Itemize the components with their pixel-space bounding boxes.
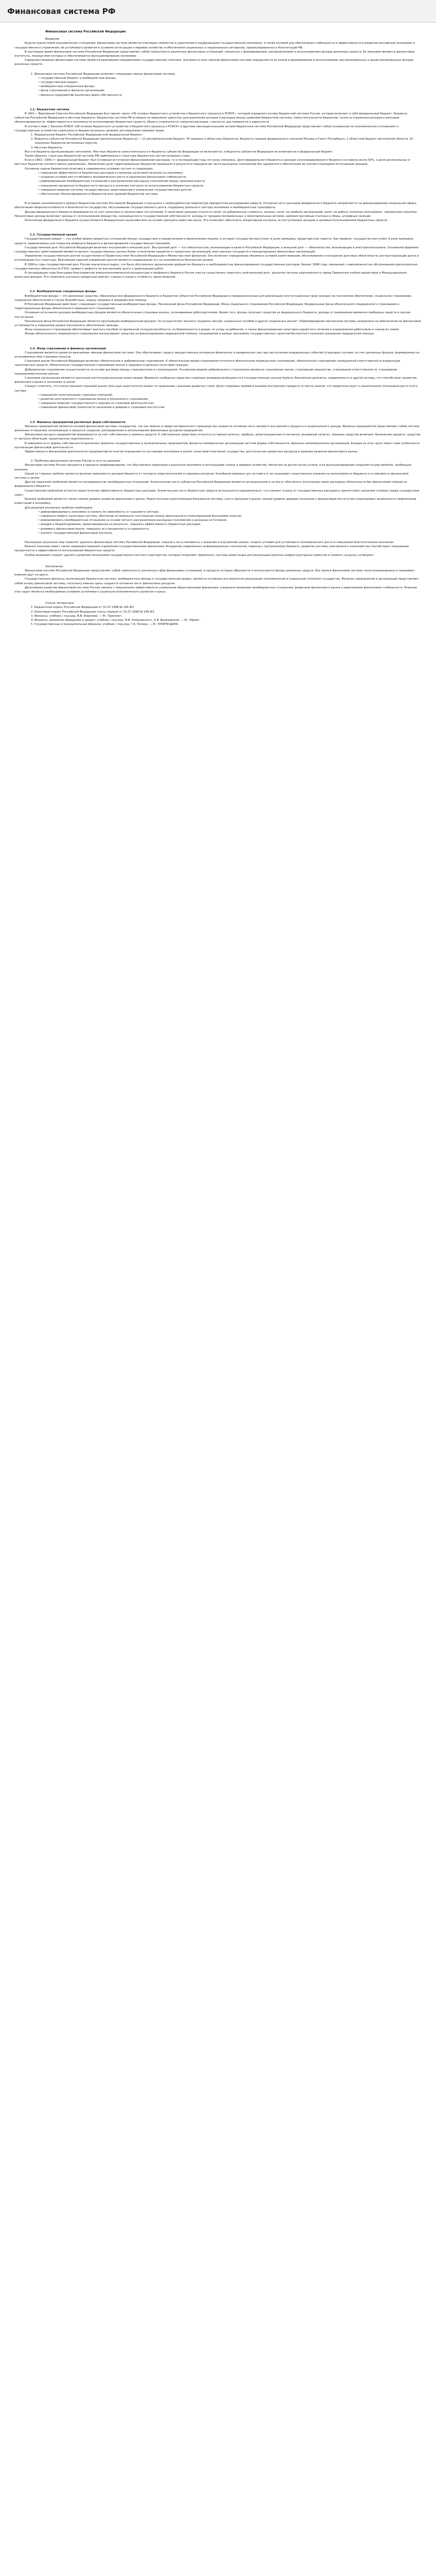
list-item: • развивать финансовый рынок, повышать его прозрачность и надежность; [38,527,150,531]
document-body [0,23,436,626]
paragraph: Важное значение имеет также совершенствование управления государственными финансами. Внедрение современных информационных технологий, переход к программному бюджету, развитие системы электронного казначейства способствуют повышению прозрачности и эффективности использования бюджетных средств. [14,545,409,553]
paragraph: Государственный долг Российской Федерации включает внутренний и внешний долг. Внутренний долг — это обязательства, возникающие в валюте Российской Федерации, а внешний долг — обязательства, возникающие в иностранной валюте. Основными формами государственных заимствований являются выпуск государственных ценных бумаг и получение кредитов от кредитных организаций, иностранных государств и международных финансовых организаций. [14,246,418,253]
section-title: Заключение [45,565,63,568]
list-item: • финансы предприятий различных форм собственности. [38,93,123,97]
paragraph: Финансовые ресурсы предприятий формируются за счет собственных и заемных средств. К собственным средствам относятся уставный капитал, прибыль, амортизационные отчисления, резервный капитал. Заемные средства включают банковские кредиты, средства от выпуска облигаций, кредиторскую задолженность. [14,433,421,441]
paragraph: Если в 1992—1995 гг. федеральный бюджет был основным источником финансирования расходов, то в последующие годы его роль снизилась. Доля федерального бюджета в доходах консолидированного бюджета составила около 50%, а доля региональных и местных бюджетов соответственно увеличилась. Увеличение доли территориальных бюджетов произошло в результате передачи им части расходных полномочий без адекватного обеспечения их соответствующими источниками доходов. [14,159,410,166]
paragraph: Дальнейшее развитие финансовой системы России связано с повышением эффективности управления общественными финансами, совершенствованием межбюджетных отношений, развитием финансового рынка и укреплением финансовой стабильности. Решение этих задач является необходимым условием устойчивого социально-экономического развития страны. [14,586,417,594]
paragraph: Финансы предприятий являются основой финансовой системы государства, так как именно в сфере материального производства создается основная часть валового внутреннего продукта и национального дохода. Финансы предприятий представляют собой систему денежных отношений, возникающих в процессе создания, распределения и использования финансовых ресурсов предприятия. [14,425,420,433]
spacer [14,336,422,342]
spacer [14,97,422,103]
list-item: • реформирование межбюджетных отношений и разграничение расходных полномочий между уровнями власти; [38,180,205,183]
paragraph: Финансовая система Российской Федерации представляет собой совокупность различных сфер финансовых отношений, в процессе которых образуются и используются фонды денежных средств. Все звенья финансовой системы тесно взаимосвязаны и оказывают влияние друг на друга. [14,569,415,577]
paragraph: В Российской Федерации действуют следующие государственные внебюджетные фонды: Пенсионный фонд Российской Федерации, Фонд социального страхования Российской Федерации, Федеральный фонд обязательного медицинского страхования и территориальные фонды обязательного медицинского страхования. [14,302,399,311]
paragraph: Другой серьезной проблемой является несовершенство межбюджетных отношений. Значительная часть субъектов Российской Федерации являются дотационными и не могут обеспечить исполнение своих расходных обязательств без финансовой помощи из федерального бюджета. [14,481,407,488]
paragraph: В 1990-е годы государственный долг России значительно вырос, что было обусловлено хроническим дефицитом бюджета и необходимостью финансирования государственных расходов. Кризис 1998 года, связанный с невозможностью обслуживания краткосрочных государственных обязательств (ГКО), привел к дефолту по внутреннему долгу и девальвации рубля. [14,263,418,270]
paragraph: Государственные финансы, включающие бюджетную систему, внебюджетные фонды и государственный кредит, являются основным инструментом реализации экономической и социальной политики государства. Финансы предприятий и организаций представляют собой основу финансовой системы, поскольку именно здесь создается основная часть финансовых ресурсов. [14,578,419,585]
list-item: 2. Налоговый кодекс Российской Федерации (часть первая) от 31.07.1998 № 146-ФЗ. [31,610,155,614]
list-item: • внебюджетные специальные фонды; [38,85,95,89]
page-title: Финансовая система РФ [7,6,116,16]
list-item: 1. Финансовая система Российской Федерации включает следующие звенья финансовой системы: [31,72,176,76]
paragraph: Одной из главных проблем является высокая зависимость доходов бюджета от экспорта энергоносителей и сырьевых ресурсов. Колебания мировых цен на нефть и газ оказывают существенное влияние на наполняемость бюджета и устойчивость финансовой системы в целом. [14,472,409,480]
list-item: • усилить государственный финансовый контроль. [38,531,113,535]
list-item: • фонд страхования и финансы организаций; [38,89,105,93]
paragraph: Исполнение федерального бюджета осуществляется Федеральным казначейством на основе принципа единства кассы. Это позволяет обеспечить оперативный контроль за поступлением доходов и целевым использованием бюджетных средств. [25,218,388,222]
paragraph: Основным источником доходов внебюджетных фондов являются обязательные страховые взносы, уплачиваемые работодателями. Кроме того, фонды получают средства из федерального бюджета, доходы от размещения временно свободных средств и прочие поступления. [14,311,411,319]
paragraph: Страхование является одним из важнейших звеньев финансовой системы. Оно обеспечивает защиту имущественных интересов физических и юридических лиц при наступлении определенных событий (страховых случаев) за счет денежных фондов, формируемых из уплачиваемых ими страховых взносов. [14,351,420,359]
paragraph: Для решения указанных проблем необходимо: [25,506,94,510]
list-item: • повышение финансовой грамотности населения и доверия к страховым институтам. [38,406,166,410]
list-item: 5. Государственные и муниципальные финансы: учебник / под ред. Г.Б. Поляка. — М.: ЮНИТИ-ДАНА. [31,623,179,626]
page-header [0,0,436,23]
paragraph: Важной проблемой является также низкий уровень развития финансового рынка. Недостаточная капитализация банковской системы, узость фондового рынка, низкий уровень доверия населения к финансовым институтам ограничивают возможности привлечения инвестиций в экономику. [14,498,416,505]
list-item: • развитие долгосрочного страхования жизни и пенсионного страхования; [38,398,149,401]
section-heading: 1.3. Внебюджетные специальные фонды [30,290,96,294]
list-item: • диверсифицировать экономику и снизить ее зависимость от сырьевого сектора; [38,510,159,514]
paragraph: Страховой рынок Российской Федерации включает обязательное и добровольное страхование. К обязательным видам страхования относятся обязательное медицинское страхование, обязательное страхование гражданской ответственности владельцев транспортных средств, обязательное государственное страхование жизни и здоровья отдельных категорий граждан. [14,360,400,367]
paragraph: Реализация указанных мер позволит укрепить финансовую систему Российской Федерации, повысить ее устойчивость к внешним и внутренним шокам, создать условия для устойчивого экономического роста и повышения благосостояния населения. [25,540,394,544]
paragraph: Основные задачи бюджетной политики в современных условиях состоят в следующем: [25,167,153,171]
list-item: 2. Проблемы финансовой системы России и пути их решения [31,460,120,463]
list-item: • обеспечение сбалансированности бюджетов всех уровней бюджетной системы. [38,192,159,196]
section-heading: 1.4. Фонд страхования и финансы организаций [30,347,106,350]
list-item: • повышение капитализации страховых компаний; [38,393,113,397]
document-content [14,37,422,626]
list-item: • внедрить бюджетирование, ориентированное на результат, повысить эффективность бюджетных расходов; [38,523,201,527]
paragraph: Особое внимание следует уделить развитию механизмов государственно-частного партнерства, которые позволяют привлекать частные инвестиции для реализации крупных инфраструктурных проектов и снижать нагрузку на бюджет. [25,553,375,557]
list-item: 1. Бюджетный кодекс Российской Федерации от 31.07.1998 № 145-ФЗ. [31,606,135,609]
paragraph: Эффективность финансовой деятельности предприятий во многом определяется состоянием экономики в целом, налоговой политикой государства, доступностью кредитных ресурсов и уровнем развития финансового рынка. [25,450,358,454]
spacer [14,196,422,201]
list-item: • реформировать межбюджетные отношения на основе четкого разграничения расходных полномочий и доходных источников; [38,519,228,522]
spacer [14,535,422,540]
paragraph: Страховые организации являются крупными институциональными инвесторами. Временно свободные средства страховых резервов размещаются в государственные ценные бумаги, банковские депозиты, недвижимость и другие активы, что способствует развитию финансового рынка и экономики в целом. [14,377,417,384]
paragraph: В настоящее время финансовая система Российской Федерации представляет собой совокупность различных финансовых отношений, связанных с формированием, распределением и использованием фондов денежных средств. Ее звеньями являются финансовые институты, посредством которых и обеспечивается функционирование экономики. [14,50,415,58]
paragraph: Пенсионный фонд Российской Федерации является крупнейшим внебюджетным фондом. Он осуществляет выплату трудовых пенсий, социальных пособий и других социальных выплат. Реформирование пенсионной системы направлено на обеспечение ее финансовой устойчивости и повышение уровня пенсионного обеспечения граждан. [14,319,421,327]
paragraph: В зависимости от формы собственности различают финансы государственных и муниципальных предприятий, финансы коммерческих организаций частной формы собственности, финансы некоммерческих организаций. Каждая из этих групп имеет свои особенности организации финансовой деятельности. [14,442,420,449]
paragraph: Доходы федерального бюджета формируются за счет налоговых и неналоговых поступлений. К налоговым доходам относятся налог на добавленную стоимость, акцизы, налог на прибыль организаций, налог на добычу полезных ископаемых, таможенные пошлины. Неналоговые доходы включают доходы от использования имущества, находящегося в государственной собственности, доходы от продажи материальных и нематериальных активов, административные платежи и сборы, штрафные санкции. [14,210,418,218]
section-heading: 1.2. Государственный кредит [30,233,78,237]
paragraph: Следует отметить, что отечественный страховой рынок пока еще недостаточно развит по сравнению с рынками развитых стран. Доля страховых премий в валовом внутреннем продукте остается низкой, что свидетельствует о значительном потенциале роста этого сектора. [14,385,417,393]
section-heading: 1.1. Бюджетная система [30,108,69,111]
paragraph: Управление государственным долгом осуществляется Правительством Российской Федерации и Министерством финансов. Оно включает определение объемов и условий заимствований, обслуживание и погашение долговых обязательств, реструктуризацию долга и оптимизацию его структуры. Важнейшей задачей управления долгом является поддержание его на экономически безопасном уровне. [14,255,419,262]
section-title: Список литературы [45,602,74,605]
spacer [14,410,422,415]
document-title: Финансовая система Российской Федерации [45,30,126,33]
paragraph: В условиях экономического кризиса бюджетная система Российской Федерации столкнулась с необходимостью пересмотра приоритетов расходования средств. Основная часть расходов федерального бюджета направляется на финансирование социальной сферы, обеспечение обороноспособности и безопасности государства, обслуживание государственного долга, поддержку реального сектора экономики и межбюджетные трансферты. [14,202,417,210]
list-item: 3. Местные бюджеты. [31,146,63,149]
list-item: • совершенствование государственного надзора за страховой деятельностью; [38,402,154,405]
paragraph: Фонды обязательного медицинского страхования аккумулируют средства на финансирование медицинской помощи, оказываемой в рамках программы государственных гарантий бесплатного оказания гражданам медицинской помощи. [25,332,375,336]
spacer [14,557,422,563]
list-item: • совершенствование системы государственных заимствований и управления государственным долгом; [38,188,193,192]
spacer [14,279,422,284]
paragraph: Совершенствование финансовой системы является важнейшим направлением государственной политики. Значимость всех звеньев финансовой системы определяется их ролью в формировании и использовании централизованных и децентрализованных фондов денежных средств. [14,59,414,66]
paragraph: Таким образом, структура бюджетной системы РФ приближена к структуре бюджетных систем западных стран. [25,155,191,158]
spacer [14,67,422,72]
paragraph: В соответствии с Законом РСФСР «Об основах бюджетного устройства и бюджетного процесса в РСФСР» и другими законодательными актами бюджетная система Российской Федерации представляет собой основанную на экономических отношениях и государственном устройстве совокупность бюджетов разных уровней, регулируемую нормами права. [14,125,398,132]
list-item: • повышение эффективности бюджетных расходов и снижение налоговой нагрузки на экономику; [38,171,184,175]
section-heading: 1.5. Финансы предприятий различных форм собственности [30,420,126,424]
list-item: 2. Бюджеты субъектов Российской Федерации (региональные бюджеты) — 21 республиканский бюджет, 55 краевых и областных бюджетов, бюджеты городов федерального значения Москвы и Санкт-Петербурга, 1 областной бюджет автономной области, 10 окружных бюджетов автономных округов; [31,138,413,145]
spacer [14,454,422,459]
paragraph: Фонд социального страхования обеспечивает выплату пособий по временной нетрудоспособности, по беременности и родам, по уходу за ребенком, а также финансирование санаторно-курортного лечения и оздоровления работников и членов их семей. [25,328,399,332]
paragraph: Существенной проблемой остается недостаточная эффективность бюджетных расходов. Значительная часть бюджетных средств используется нерационально, что снижает отдачу от государственных расходов и препятствует решению стоящих перед государством задач. [14,489,420,497]
paragraph: Финансовая система России находится в процессе реформирования, что обусловлено переходом к рыночной экономике и интеграцией страны в мировое хозяйство. Несмотря на достигнутые успехи, в ее функционировании сохраняется ряд проблем, требующих решения. [14,464,412,471]
paragraph: Все эти бюджеты функционируют автономно. Местные бюджеты самостоятельны и в бюджеты субъектов Федерации не включаются, а бюджеты субъектов Федерации не включаются в федеральный бюджет. [25,150,334,154]
spacer [14,223,422,228]
spacer [14,594,422,599]
list-item: • создание условий для устойчивого экономического роста и укрепления финансовой стабильности; [38,176,187,179]
list-item: 3. Финансы: учебник / под ред. В.В. Ковалева. — М.: Проспект. [31,614,123,618]
paragraph: Внебюджетные фонды — это денежные средства, образуемые вне федерального бюджета и бюджетов субъектов Российской Федерации и предназначенные для реализации конституционных прав граждан на пенсионное обеспечение, социальное страхование, социальное обеспечение в случае безработицы, охрану здоровья и медицинскую помощь. [14,294,412,302]
section-title: Введение [45,38,60,41]
list-item: • государственный кредит; [38,81,79,84]
list-item: 1. Федеральный бюджет Российской Федерации или федеральный бюджет; [31,133,143,137]
paragraph: Государственный кредит — это особая форма кредитных отношений между государством и юридическими и физическими лицами, в которых государство выступает в роли заемщика, кредитора или гаранта. Как правило, государство выступает в роли заемщика средств, привлекаемых для покрытия дефицита бюджета и финансирования государственных программ. [14,238,413,245]
list-item: • совершенствовать налоговую систему, обеспечив оптимальное соотношение между фискальной и стимулирующей функциями налогов; [38,514,242,518]
list-item: • государственный бюджет и внебюджетные фонды; [38,76,117,80]
paragraph: В 1991 г. Верховным Советом Российской Федерации был принят закон «Об основах бюджетного устройства и бюджетного процесса в РСФСР», который определил основы бюджетной системы России, которая включает в себя федеральный бюджет, бюджеты субъектов Российской Федерации и местные бюджеты. Бюджетная система РФ основана на принципах единства, разграничения доходов и расходов между уровнями бюджетной системы, самостоятельности бюджетов, полноты отражения доходов и расходов, сбалансированности, эффективности и экономности использования бюджетных средств, общего (совокупного) покрытия расходов, гласности, достоверности и адресности. [14,112,408,124]
paragraph: В последующие годы благодаря благоприятной внешнеэкономической конъюнктуре и профициту бюджета Россия смогла существенно сократить свой внешний долг, досрочно погасив задолженность перед Парижским клубом кредиторов и Международным валютным фондом. Это позволило улучшить кредитный рейтинг страны и снизить стоимость заимствований. [14,271,407,279]
list-item: 4. Финансы, денежное обращение и кредит: учебник / под ред. М.В. Романовского, О.В. Врублевской. — М.: Юрайт. [31,618,200,622]
paragraph: Будучи подсистемой экономических отношений, финансовая система является ключевым элементом в укреплении и модернизации государственной экономики, а также основой для обеспечения стабильности и эффективности в развитии российской экономики и государственного управления, её устойчивого развития в условиях интеграции в мировое хозяйство и обеспечения социальных и национальных интересов, сформулированных в Конституции РФ. [14,42,415,49]
paragraph: Добровольное страхование осуществляется на основе договора между страхователем и страховщиком. Основными видами добровольного страхования являются страхование жизни, страхование имущества, страхование ответственности, страхование предпринимательских рисков. [14,368,397,376]
list-item: • повышение прозрачности бюджетного процесса и усиление контроля за использованием бюджетных средств; [38,184,204,188]
